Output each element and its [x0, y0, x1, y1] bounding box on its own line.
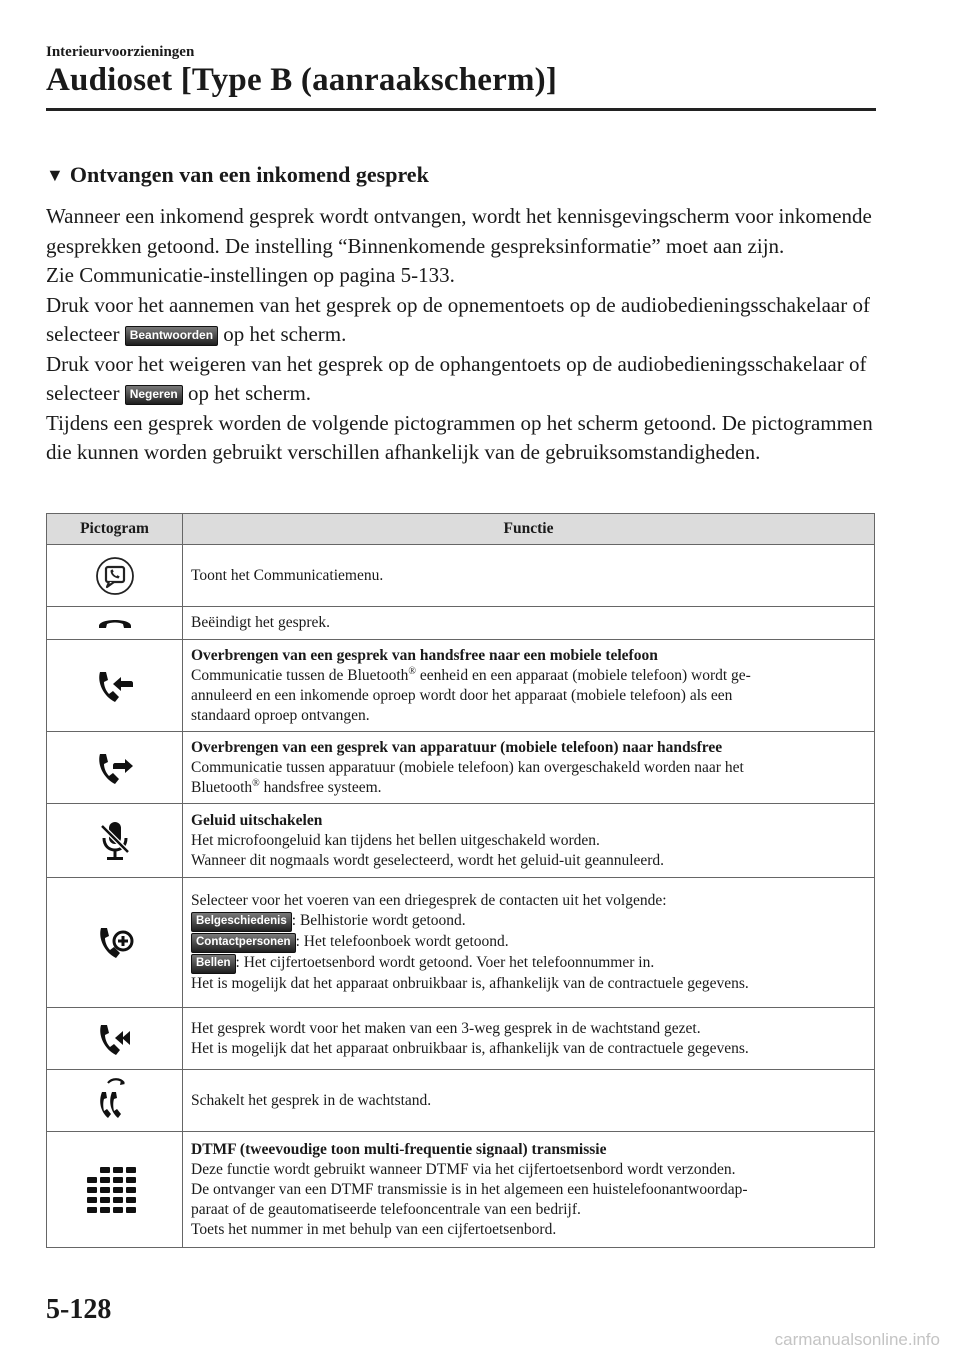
table-row — [47, 1008, 875, 1070]
paragraph-icons: Tijdens een gesprek worden de volgende pictogrammen op het scherm getoond. De pictogrammen die kunnen worden gebruikt verschillen afhankelijk van de gebruiksomstandigheden. — [46, 410, 873, 464]
contacts-button: Contactpersonen — [191, 933, 296, 953]
decline-text-end: op het scherm. — [187, 381, 312, 405]
body-text — [46, 202, 876, 468]
row-line: Het is mogelijk dat het apparaat onbruikbaar is, afhankelijk van de contractuele gegevens. — [191, 1039, 749, 1057]
table-row — [47, 607, 875, 640]
row-line-part: : Het telefoonboek wordt getoond. — [295, 933, 509, 950]
row-text: Beëindigt het gesprek. — [183, 607, 875, 640]
row-line-part: eenheid en een apparaat (mobiele telefoon) wordt ge- — [416, 666, 751, 684]
row-line: De ontvanger van een DTMF transmissie is in het algemeen een huistelefoonantwoordap- — [191, 1180, 748, 1198]
row-line-part: : Het cijfertoetsenbord wordt getoond. Voer het telefoonnummer in. — [235, 954, 655, 971]
row-text: Toont het Communicatiemenu. — [183, 545, 875, 607]
paragraph-reference: Zie Communicatie-instellingen op pagina 5-133. — [46, 263, 455, 287]
transfer-to-phone-icon — [91, 664, 139, 708]
row-line: annuleerd en een inkomende oproep wordt door het apparaat (mobiele telefoon) als een — [191, 686, 733, 704]
table-row — [47, 732, 875, 804]
paragraph-decline — [46, 350, 876, 409]
answer-text-end: op het scherm. — [223, 322, 347, 346]
paragraph-intro: Wanneer een inkomend gesprek wordt ontvangen, wordt het kennisgevingscherm voor inkomende gesprekken getoond. De instelling “Binnenkomende gespreksinformatie” moet aan zijn. — [46, 204, 872, 258]
header-pictogram: Pictogram — [47, 514, 183, 545]
row-title: DTMF (tweevoudige toon multi-frequentie signaal) transmissie — [191, 1140, 607, 1158]
row-line: Het gesprek wordt voor het maken van een 3-weg gesprek in de wachtstand gezet. — [191, 1019, 701, 1037]
transfer-to-handsfree-icon — [91, 746, 139, 790]
row-text: Schakelt het gesprek in de wachtstand. — [183, 1070, 875, 1132]
paragraph-answer — [46, 291, 876, 350]
registered-mark: ® — [252, 777, 260, 789]
dial-button: Bellen — [191, 954, 236, 974]
row-line-part: Bluetooth — [191, 778, 253, 796]
triangle-down-icon: ▼ — [46, 165, 64, 185]
keypad-icon — [87, 1165, 143, 1215]
row-line-part: handsfree systeem. — [259, 778, 382, 796]
answer-button: Beantwoorden — [125, 326, 218, 346]
row-line-part: Communicatie tussen de Bluetooth — [191, 666, 409, 684]
registered-mark: ® — [408, 665, 417, 677]
row-line-part: : Belhistorie wordt getoond. — [291, 912, 466, 929]
call-hold-3way-icon — [92, 1017, 138, 1061]
row-line: Wanneer dit nogmaals wordt geselecteerd, wordt het geluid-uit geannuleerd. — [191, 851, 665, 869]
table-row — [47, 878, 875, 1008]
mute-microphone-icon — [95, 818, 135, 864]
row-line: Het microfoongeluid kan tijdens het bellen uitgeschakeld worden. — [191, 831, 600, 849]
row-line — [191, 911, 868, 932]
communication-menu-icon — [95, 556, 135, 596]
table-row — [47, 1070, 875, 1132]
row-title: Geluid uitschakelen — [191, 811, 323, 829]
row-line: paraat of de geautomatiseerde telefooncentrale van een bedrijf. — [191, 1200, 581, 1218]
icon-function-table — [46, 513, 875, 1248]
subheading — [46, 162, 429, 188]
decline-text: Druk voor het weigeren van het gesprek op de ophangentoets op de audiobedieningsschakelaar of selecteer — [46, 351, 867, 405]
page-number: 5-128 — [46, 1294, 112, 1325]
section-kicker: Interieurvoorzieningen — [46, 44, 195, 60]
table-row — [47, 640, 875, 732]
row-title: Overbrengen van een gesprek van apparatuur (mobiele telefoon) naar handsfree — [191, 738, 723, 756]
row-line: standaard oproep ontvangen. — [191, 706, 370, 724]
title-rule — [46, 108, 876, 111]
row-title: Overbrengen van een gesprek van handsfree naar een mobiele telefoon — [191, 646, 658, 664]
table-row — [47, 1132, 875, 1248]
table-row — [47, 545, 875, 607]
watermark: carmanualsonline.info — [774, 1330, 940, 1349]
add-call-icon — [92, 920, 138, 966]
row-line: Toets het nummer in met behulp van een cijfertoetsenbord. — [191, 1220, 557, 1238]
header-functie: Functie — [183, 514, 875, 545]
row-line — [191, 932, 868, 953]
row-line: Deze functie wordt gebruikt wanneer DTMF via het cijfertoetsenbord wordt verzonden. — [191, 1160, 736, 1178]
decline-button: Negeren — [125, 385, 183, 405]
row-line: Communicatie tussen apparatuur (mobiele telefoon) kan overgeschakeld worden naar het — [191, 758, 744, 776]
table-row — [47, 804, 875, 878]
page-title: Audioset [Type B (aanraakscherm)] — [46, 62, 558, 98]
row-line: Selecteer voor het voeren van een driegesprek de contacten uit het volgende: — [191, 892, 667, 909]
call-hold-icon — [92, 1076, 138, 1126]
table-header-row — [47, 514, 875, 545]
row-line: Het is mogelijk dat het apparaat onbruikbaar is, afhankelijk van de contractuele gegevens. — [191, 975, 749, 992]
row-line — [191, 666, 868, 686]
end-call-icon — [95, 614, 135, 632]
answer-text: Druk voor het aannemen van het gesprek op de opnementoets op de audiobedieningsschakelaar of selecteer — [46, 292, 870, 346]
call-history-button: Belgeschiedenis — [191, 912, 292, 932]
subheading-text: Ontvangen van een inkomend gesprek — [69, 162, 429, 187]
row-line — [191, 778, 868, 798]
row-line — [191, 953, 868, 974]
